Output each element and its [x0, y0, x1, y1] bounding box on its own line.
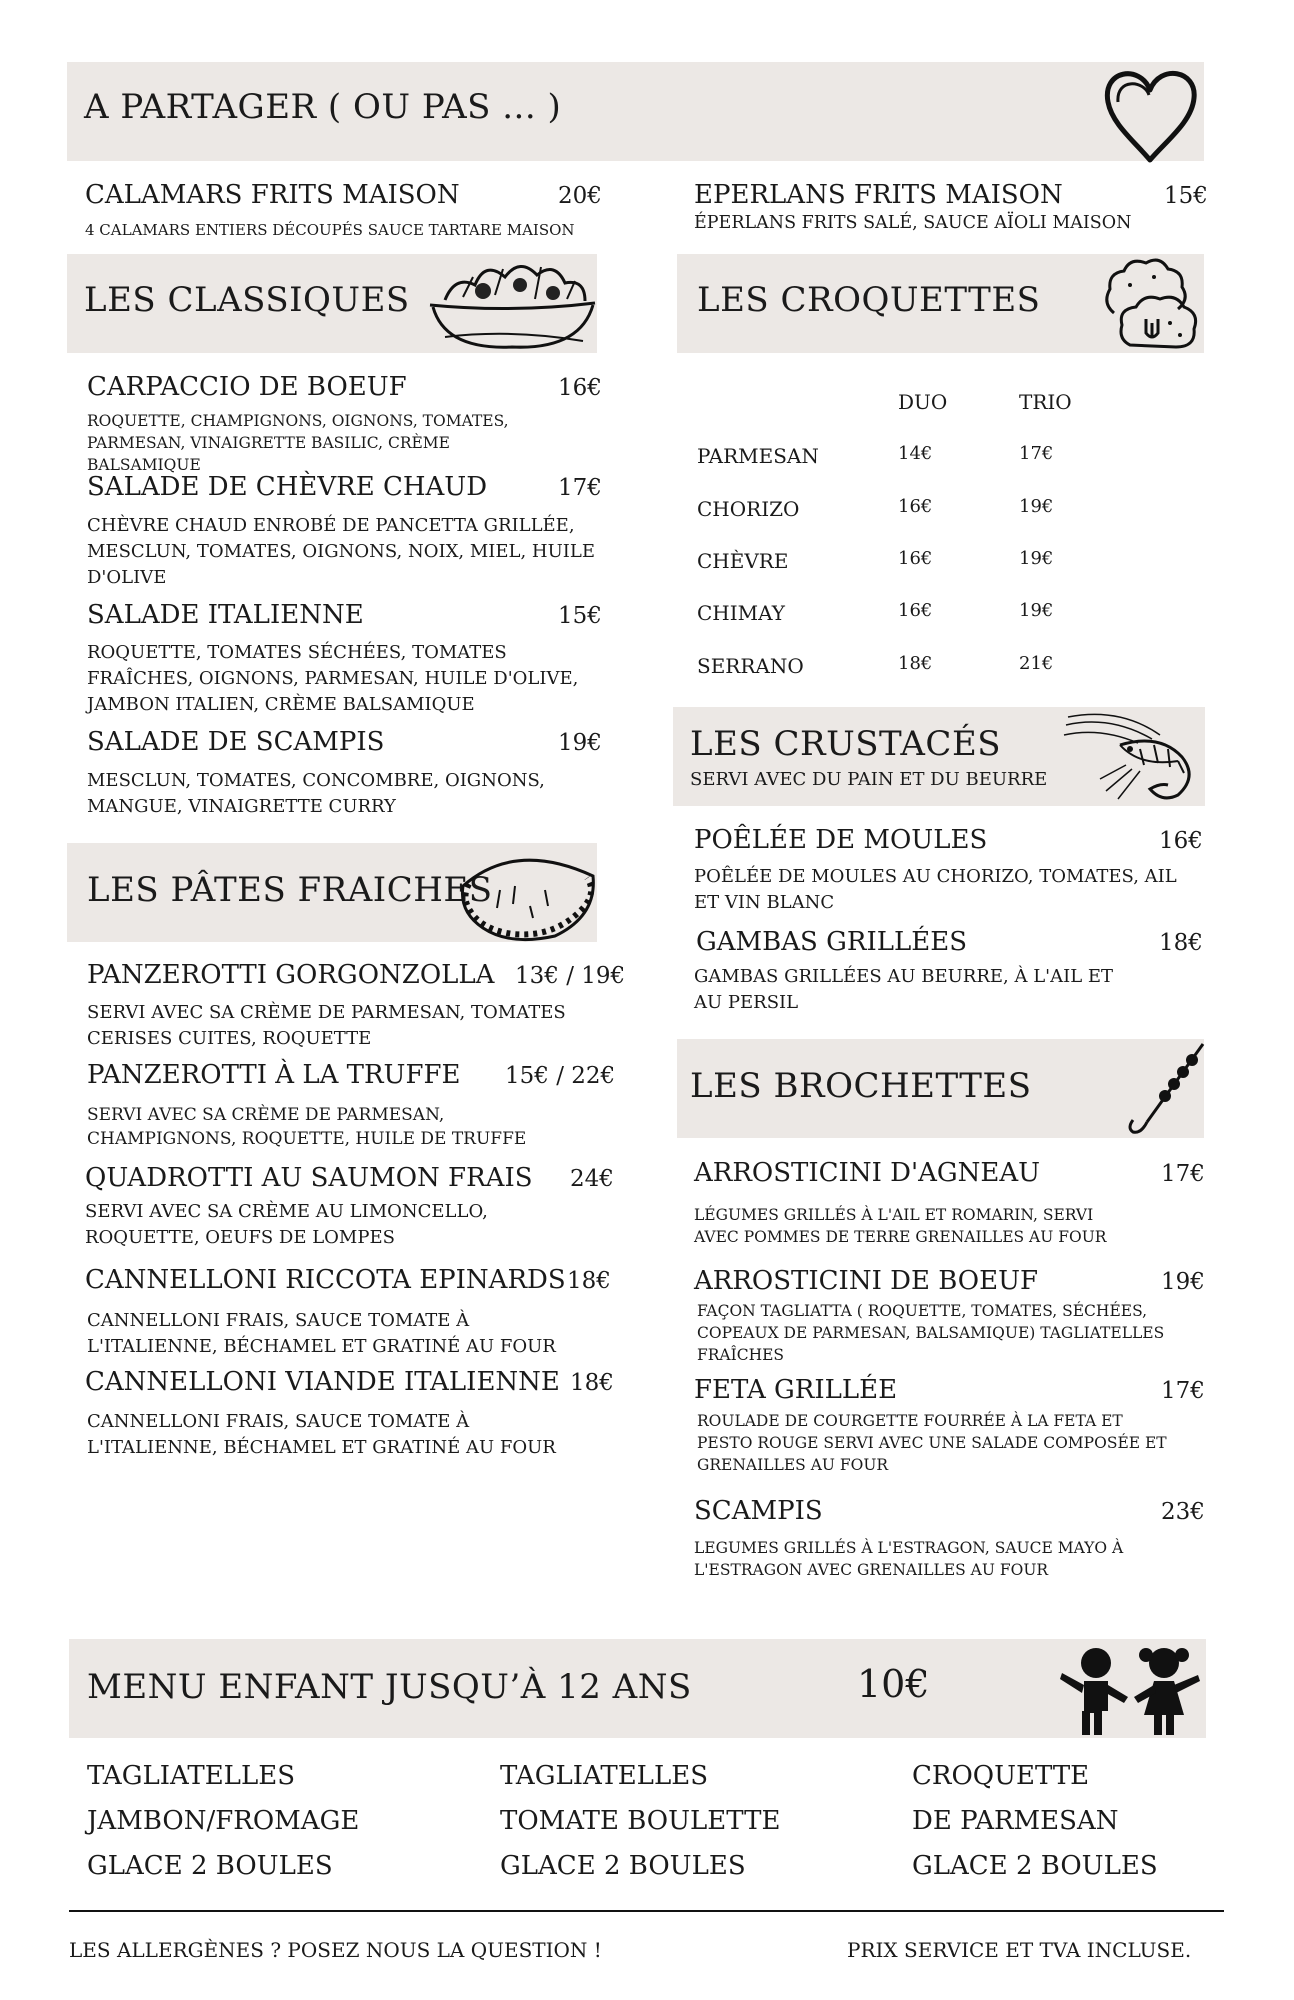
item-name: SALADE DE CHÈVRE CHAUD	[87, 472, 488, 502]
item-price: 23€	[1161, 1499, 1205, 1525]
item-desc: LEGUMES GRILLÉS À L'ESTRAGON, SAUCE MAYO À L'ESTRAGON AVEC GRENAILLES AU FOUR	[694, 1539, 1124, 1579]
item-desc: CANNELLONI FRAIS, SAUCE TOMATE À L'ITALIENNE, BÉCHAMEL ET GRATINÉ AU FOUR	[87, 1310, 556, 1357]
kids-option-line: GLACE 2 BOULES	[500, 1851, 746, 1881]
item-name: CANNELLONI VIANDE ITALIENNE	[85, 1367, 560, 1397]
section-subtitle-crustaces: SERVI AVEC DU PAIN ET DU BEURRE	[690, 769, 1048, 790]
item-desc: CHÈVRE CHAUD ENROBÉ DE PANCETTA GRILLÉE, MESCLUN, TOMATES, OIGNONS, NOIX, MIEL, HUILE D'OLIVE	[87, 515, 595, 588]
kids-option-line: TAGLIATELLES	[500, 1761, 708, 1791]
kids-option-line: TAGLIATELLES	[87, 1761, 295, 1791]
item-desc: 4 CALAMARS ENTIERS DÉCOUPÉS SAUCE TARTARE MAISON	[85, 221, 575, 239]
item-desc: ROQUETTE, CHAMPIGNONS, OIGNONS, TOMATES, PARMESAN, VINAIGRETTE BASILIC, CRÈME BALSAMIQUE	[87, 412, 509, 474]
item-desc: SERVI AVEC SA CRÈME DE PARMESAN, CHAMPIGNONS, ROQUETTE, HUILE DE TRUFFE	[87, 1105, 527, 1149]
item-desc: GAMBAS GRILLÉES AU BEURRE, À L'AIL ET AU PERSIL	[694, 966, 1114, 1013]
section-title-enfant: MENU ENFANT JUSQU’À 12 ANS	[87, 1667, 692, 1707]
croquette-row-trio: 21€	[1019, 653, 1054, 674]
croquette-row-duo: 16€	[898, 548, 933, 569]
kids-option-line: DE PARMESAN	[912, 1806, 1119, 1836]
item-desc: ÉPERLANS FRITS SALÉ, SAUCE AÏOLI MAISON	[694, 213, 1132, 233]
section-title-croquettes: LES CROQUETTES	[697, 280, 1041, 320]
item-desc: CANNELLONI FRAIS, SAUCE TOMATE À L'ITALIENNE, BÉCHAMEL ET GRATINÉ AU FOUR	[87, 1411, 556, 1458]
item-desc: ROQUETTE, TOMATES SÉCHÉES, TOMATES FRAÎCHES, OIGNONS, PARMESAN, HUILE D'OLIVE, JAMBON ITALIEN, CRÈME BALSAMIQUE	[87, 642, 579, 715]
item-name: PANZEROTTI À LA TRUFFE	[87, 1060, 461, 1090]
item-price: 15€	[558, 603, 602, 629]
croquette-row-name: SERRANO	[697, 654, 804, 678]
item-name: SALADE ITALIENNE	[87, 600, 364, 630]
salad-bowl-icon	[425, 255, 600, 355]
croquette-row-duo: 16€	[898, 496, 933, 517]
item-desc: SERVI AVEC SA CRÈME DE PARMESAN, TOMATES CERISES CUITES, ROQUETTE	[87, 1002, 566, 1049]
kids-menu-option	[87, 1754, 467, 1889]
item-desc: POÊLÉE DE MOULES AU CHORIZO, TOMATES, AIL ET VIN BLANC	[694, 866, 1177, 913]
croquette-row-duo: 14€	[898, 443, 933, 464]
section-title-brochettes: LES BROCHETTES	[690, 1066, 1032, 1106]
item-name: CARPACCIO DE BOEUF	[87, 372, 407, 402]
croquette-row-trio: 19€	[1019, 496, 1054, 517]
croquette-row-duo: 16€	[898, 600, 933, 621]
footer-allergens: LES ALLERGÈNES ? POSEZ NOUS LA QUESTION !	[69, 1938, 602, 1962]
item-price: 18€	[570, 1370, 614, 1396]
item-name: SALADE DE SCAMPIS	[87, 727, 385, 757]
skewer-icon	[1125, 1040, 1210, 1140]
croquette-row-trio: 19€	[1019, 600, 1054, 621]
section-title-crustaces: LES CRUSTACÉS	[690, 724, 1002, 764]
croquette-row-name: CHÈVRE	[697, 549, 789, 573]
item-price: 20€	[558, 183, 602, 209]
kids-option-line: GLACE 2 BOULES	[912, 1851, 1158, 1881]
item-price: 15€	[1164, 183, 1208, 209]
item-name: PANZEROTTI GORGONZOLLA	[87, 960, 495, 990]
children-icon	[1058, 1641, 1206, 1737]
item-desc: ROULADE DE COURGETTE FOURRÉE À LA FETA ET PESTO ROUGE SERVI AVEC UNE SALADE COMPOSÉE ET GRENAILLES AU FOUR	[697, 1412, 1167, 1474]
croquettes-icon	[1100, 253, 1205, 353]
kids-menu-option	[500, 1754, 880, 1889]
item-name: GAMBAS GRILLÉES	[696, 927, 968, 957]
item-price: 15€ / 22€	[505, 1063, 616, 1089]
croquette-row-name: PARMESAN	[697, 444, 819, 468]
item-name: FETA GRILLÉE	[694, 1375, 898, 1405]
item-name: SCAMPIS	[694, 1496, 823, 1526]
croquette-row-trio: 19€	[1019, 548, 1054, 569]
item-price: 17€	[558, 475, 602, 501]
item-desc: LÉGUMES GRILLÉS À L'AIL ET ROMARIN, SERVI AVEC POMMES DE TERRE GRENAILLES AU FOUR	[694, 1206, 1107, 1246]
kids-option-line: CROQUETTE	[912, 1761, 1090, 1791]
menu-enfant-price: 10€	[857, 1662, 930, 1706]
kids-option-line: TOMATE BOULETTE	[500, 1806, 781, 1836]
item-price: 18€	[567, 1268, 611, 1294]
item-price: 19€	[1161, 1269, 1205, 1295]
item-price: 19€	[558, 730, 602, 756]
croquettes-col-trio: TRIO	[1019, 390, 1072, 414]
item-name: EPERLANS FRITS MAISON	[694, 180, 1063, 210]
dumpling-icon	[455, 846, 600, 946]
heart-icon	[1100, 62, 1200, 167]
croquette-row-duo: 18€	[898, 653, 933, 674]
item-price: 16€	[558, 375, 602, 401]
item-name: CANNELLONI RICCOTA EPINARDS	[85, 1265, 566, 1295]
item-name: ARROSTICINI DE BOEUF	[694, 1266, 1039, 1296]
item-name: POÊLÉE DE MOULES	[694, 825, 988, 855]
kids-option-line: GLACE 2 BOULES	[87, 1851, 333, 1881]
section-title-a-partager: A PARTAGER ( OU PAS ... )	[84, 87, 562, 127]
croquette-row-name: CHIMAY	[697, 601, 785, 625]
croquettes-col-duo: DUO	[898, 390, 948, 414]
section-title-pates: LES PÂTES FRAICHES	[87, 870, 493, 910]
item-price: 13€ / 19€	[515, 963, 626, 989]
item-desc: SERVI AVEC SA CRÈME AU LIMONCELLO, ROQUETTE, OEUFS DE LOMPES	[85, 1201, 488, 1248]
item-price: 16€	[1159, 828, 1203, 854]
shrimp-icon	[1060, 705, 1205, 805]
item-name: CALAMARS FRITS MAISON	[85, 180, 460, 210]
kids-menu-option	[912, 1754, 1212, 1889]
footer-divider	[69, 1910, 1224, 1912]
item-name: ARROSTICINI D'AGNEAU	[694, 1158, 1041, 1188]
footer-prices-note: PRIX SERVICE ET TVA INCLUSE.	[847, 1938, 1192, 1962]
croquette-row-name: CHORIZO	[697, 497, 800, 521]
item-desc: FAÇON TAGLIATTA ( ROQUETTE, TOMATES, SÉCHÉES, COPEAUX DE PARMESAN, BALSAMIQUE) TAGLIATELLES FRAÎCHES	[697, 1302, 1165, 1364]
kids-option-line: JAMBON/FROMAGE	[87, 1806, 360, 1836]
croquette-row-trio: 17€	[1019, 443, 1054, 464]
item-price: 17€	[1161, 1378, 1205, 1404]
section-title-classiques: LES CLASSIQUES	[84, 280, 410, 320]
item-price: 17€	[1161, 1161, 1205, 1187]
item-price: 24€	[570, 1166, 614, 1192]
item-desc: MESCLUN, TOMATES, CONCOMBRE, OIGNONS, MANGUE, VINAIGRETTE CURRY	[87, 770, 545, 817]
item-price: 18€	[1159, 930, 1203, 956]
item-name: QUADROTTI AU SAUMON FRAIS	[85, 1163, 533, 1193]
